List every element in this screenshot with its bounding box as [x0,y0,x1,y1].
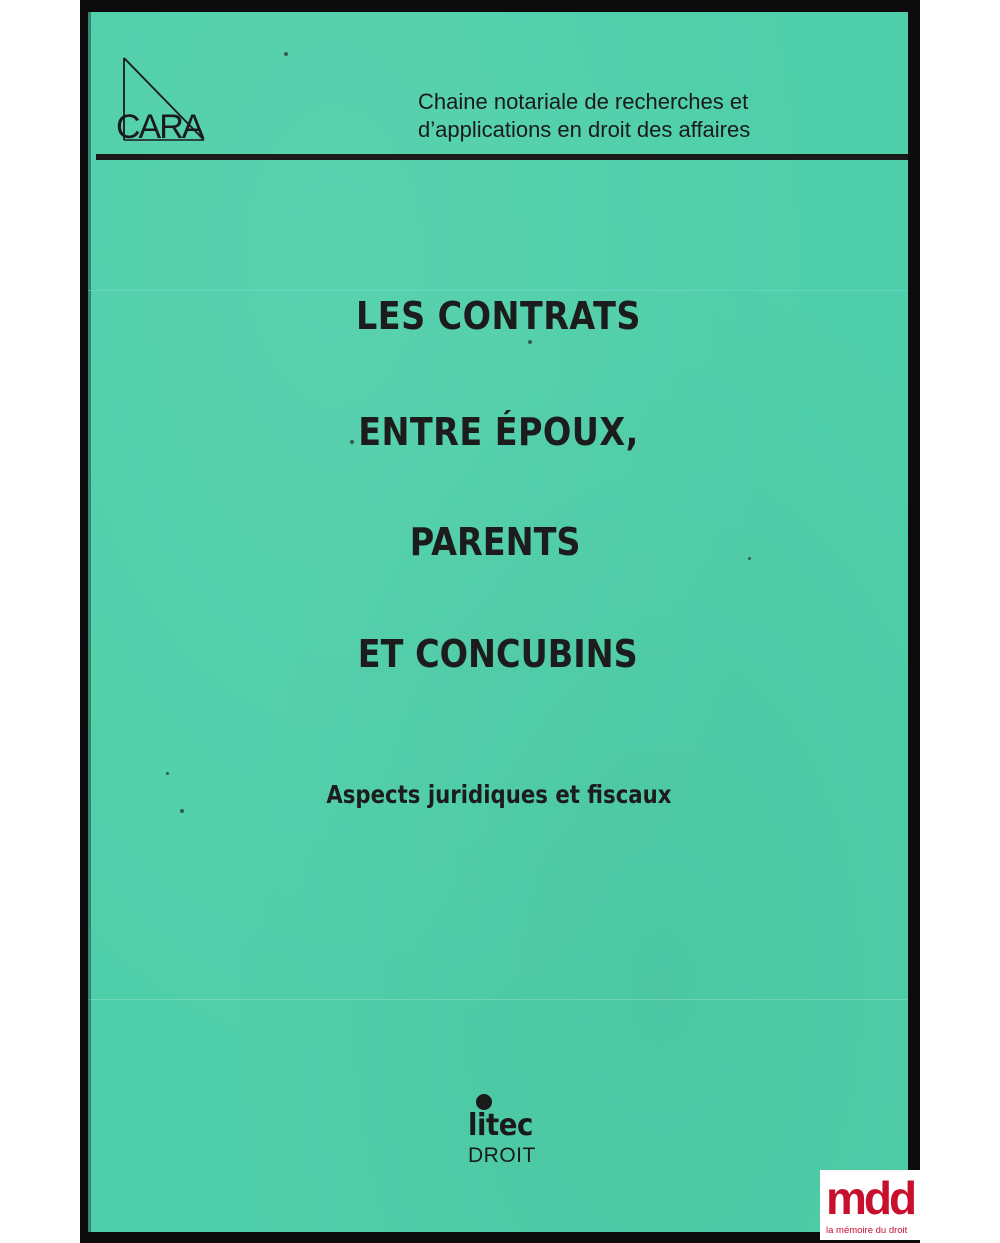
publisher-subline: DROIT [468,1144,536,1167]
watermark-tagline: la mémoire du droit [826,1225,908,1236]
fold-line [88,290,908,291]
series-caption [418,88,888,144]
header-rule [96,154,908,160]
spine-edge [88,12,91,1232]
scan-speck [350,440,354,444]
scan-speck [284,52,288,56]
cara-logo-lettering: CARA [116,108,203,146]
title-line-2: ENTRE ÉPOUX, [358,410,639,454]
title-line-1: LES CONTRATS [356,294,641,338]
scan-speck [748,557,751,560]
publisher-name: litec [468,1108,533,1143]
series-line-1: Chaine notariale de recherches et [418,89,749,114]
book-cover [88,12,908,1232]
watermark-logo: mdd [826,1172,915,1224]
scan-speck [528,340,532,344]
title-line-4: ET CONCUBINS [357,632,638,676]
title-line-3: PARENTS [409,520,581,564]
fold-line-lower [88,999,908,1000]
subtitle: Aspects juridiques et fiscaux [326,780,672,809]
mdd-watermark [820,1170,925,1240]
scan-speck [166,772,169,775]
series-line-2: d’applications en droit des affaires [418,117,751,142]
cara-logo [96,50,206,150]
scan-speck [180,809,184,813]
